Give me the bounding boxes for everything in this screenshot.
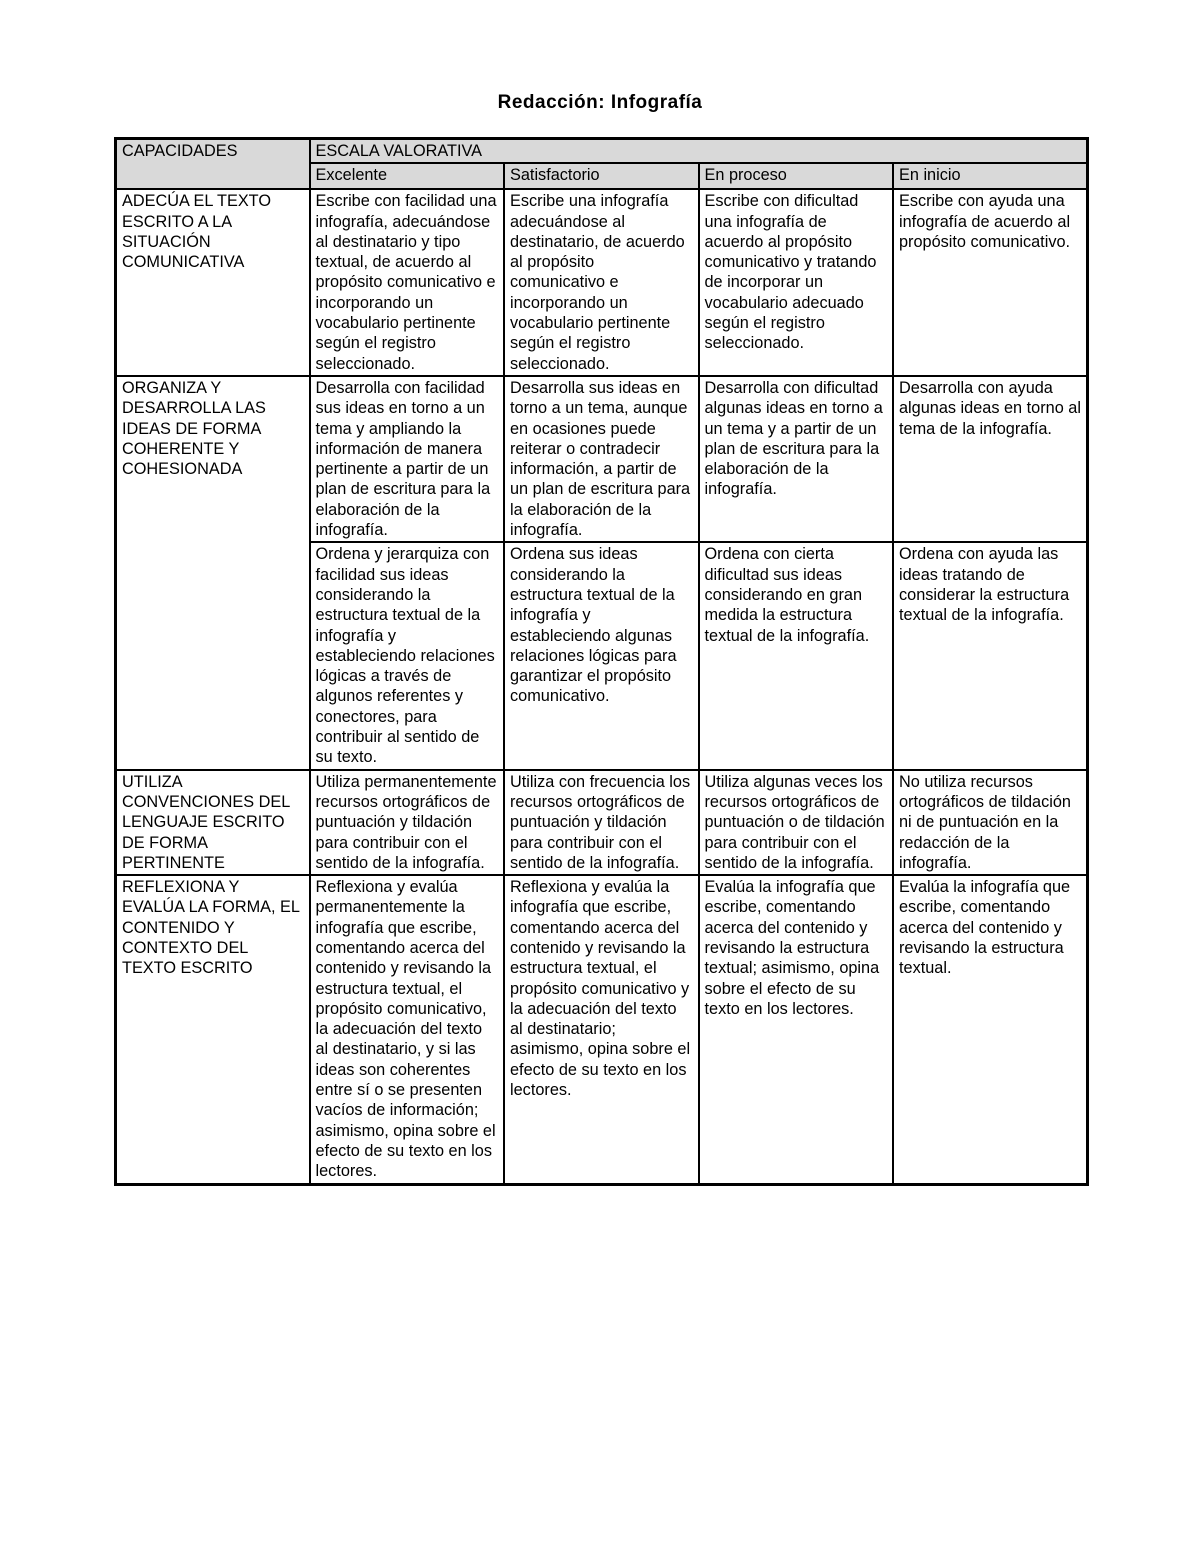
descriptor-cell: Ordena sus ideas considerando la estructura textual de la infografía y estableciendo algunas relaciones lógicas para garantizar el propósito comunicativo.: [504, 542, 699, 769]
descriptor-cell: Utiliza con frecuencia los recursos ortográficos de puntuación y tildación para contribuir con el sentido de la infografía.: [504, 770, 699, 875]
descriptor-cell: Escribe con ayuda una infografía de acuerdo al propósito comunicativo.: [893, 189, 1088, 376]
level-header-en-inicio: En inicio: [893, 163, 1088, 189]
page-title: Redacción: Infografía: [497, 92, 703, 113]
descriptor-cell: Evalúa la infografía que escribe, comentando acerca del contenido y revisando la estructura textual; asimismo, opina sobre el efecto de su texto en los lectores.: [699, 875, 894, 1184]
descriptor-cell: Ordena y jerarquiza con facilidad sus ideas considerando la estructura textual de la infografía y estableciendo relaciones lógicas a través de algunos referentes y conectores, para contribuir al sentido de su texto.: [310, 542, 505, 769]
capacity-cell: ORGANIZA Y DESARROLLA LAS IDEAS DE FORMA COHERENTE Y COHESIONADA: [116, 376, 310, 770]
descriptor-cell: Reflexiona y evalúa permanentemente la infografía que escribe, comentando acerca del contenido y revisando la estructura textual, el propósito comunicativo, la adecuación del texto al destinatario, y si las ideas son coherentes entre sí o se presenten vacíos de información; asimismo, opina sobre el efecto de su texto en los lectores.: [310, 875, 505, 1184]
descriptor-cell: Escribe con dificultad una infografía de acuerdo al propósito comunicativo y tratando de incorporar un vocabulario adecuado según el registro seleccionado.: [699, 189, 894, 376]
capacities-header: CAPACIDADES: [116, 139, 310, 190]
descriptor-cell: Ordena con cierta dificultad sus ideas considerando en gran medida la estructura textual de la infografía.: [699, 542, 894, 769]
table-row: [116, 875, 1088, 1184]
table-row: [116, 376, 1088, 542]
level-header-en-proceso: En proceso: [699, 163, 894, 189]
descriptor-cell: Utiliza permanentemente recursos ortográficos de puntuación y tildación para contribuir con el sentido de la infografía.: [310, 770, 505, 875]
rubric-table: [114, 137, 1089, 1186]
descriptor-cell: Desarrolla con facilidad sus ideas en torno a un tema y ampliando la información de manera pertinente a partir de un plan de escritura para la elaboración de la infografía.: [310, 376, 505, 542]
descriptor-cell: Ordena con ayuda las ideas tratando de considerar la estructura textual de la infografía.: [893, 542, 1088, 769]
descriptor-cell: Desarrolla con ayuda algunas ideas en torno al tema de la infografía.: [893, 376, 1088, 542]
level-header-excelente: Excelente: [310, 163, 505, 189]
descriptor-cell: Reflexiona y evalúa la infografía que escribe, comentando acerca del contenido y revisando la estructura textual, el propósito comunicativo y la adecuación del texto al destinatario; asimismo, opina sobre el efecto de su texto en los lectores.: [504, 875, 699, 1184]
descriptor-cell: Evalúa la infografía que escribe, comentando acerca del contenido y revisando la estructura textual.: [893, 875, 1088, 1184]
descriptor-cell: No utiliza recursos ortográficos de tildación ni de puntuación en la redacción de la infografía.: [893, 770, 1088, 875]
capacity-cell: UTILIZA CONVENCIONES DEL LENGUAJE ESCRITO DE FORMA PERTINENTE: [116, 770, 310, 875]
level-header-satisfactorio: Satisfactorio: [504, 163, 699, 189]
descriptor-cell: Desarrolla sus ideas en torno a un tema, aunque en ocasiones puede reiterar o contradecir información, a partir de un plan de escritura para la elaboración de la infografía.: [504, 376, 699, 542]
table-row: [116, 770, 1088, 875]
descriptor-cell: Escribe con facilidad una infografía, adecuándose al destinatario y tipo textual, de acuerdo al propósito comunicativo e incorporando un vocabulario pertinente según el registro seleccionado.: [310, 189, 505, 376]
capacity-cell: ADECÚA EL TEXTO ESCRITO A LA SITUACIÓN COMUNICATIVA: [116, 189, 310, 376]
descriptor-cell: Utiliza algunas veces los recursos ortográficos de puntuación o de tildación para contribuir con el sentido de la infografía.: [699, 770, 894, 875]
descriptor-cell: Escribe una infografía adecuándose al destinatario, de acuerdo al propósito comunicativo e incorporando un vocabulario pertinente según el registro seleccionado.: [504, 189, 699, 376]
scale-header: ESCALA VALORATIVA: [310, 139, 1088, 164]
header-row-scale: [116, 139, 1088, 164]
descriptor-cell: Desarrolla con dificultad algunas ideas en torno a un tema y a partir de un plan de escritura para la elaboración de la infografía.: [699, 376, 894, 542]
capacity-cell: REFLEXIONA Y EVALÚA LA FORMA, EL CONTENIDO Y CONTEXTO DEL TEXTO ESCRITO: [116, 875, 310, 1184]
table-row: [116, 189, 1088, 376]
